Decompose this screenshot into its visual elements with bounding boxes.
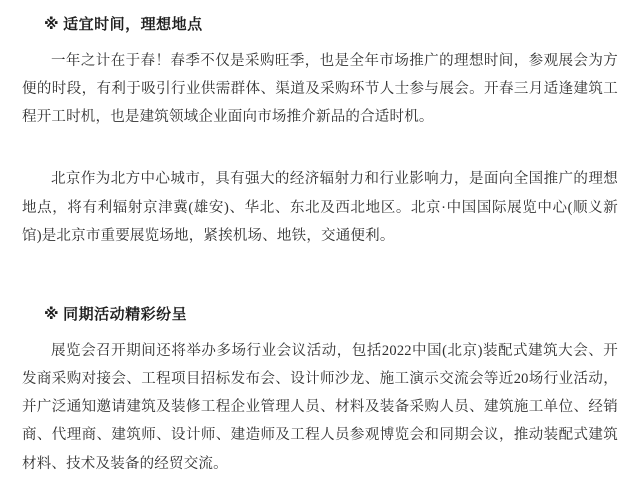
- section-heading-text: 同期活动精彩纷呈: [63, 306, 188, 324]
- section-spacer: [22, 254, 618, 298]
- section-concurrent-activities: [22, 304, 618, 478]
- paragraph: 一年之计在于春！春季不仅是采购旺季，也是全年市场推广的理想时间，参观展会为方便的时段，有利于吸引行业供需群体、渠道及采购环节人士参与展会。开春三月适逢建筑工程开工时机，也是建筑领域企业面向市场推介新品的合适时机。: [22, 52, 618, 126]
- section-heading: [44, 14, 618, 37]
- paragraph-spacer: [22, 135, 618, 165]
- section-marker-icon: ※: [44, 306, 60, 324]
- section-marker-icon: ※: [44, 16, 60, 33]
- section-heading-text: 适宜时间，理想地点: [63, 16, 203, 33]
- paragraph: 展览会召开期间还将举办多场行业会议活动，包括2022中国(北京)装配式建筑大会、开发商采购对接会、工程项目招标发布会、设计师沙龙、施工演示交流会等近20场行业活动，并广泛通知邀请建筑及装修工程企业管理人员、材料及装备采购人员、建筑施工单位、经销商、代理商、建筑师、设计师、建造师及工程人员参观博览会和同期会议，推动装配式建筑材料、技术及装备的经贸交流。: [22, 342, 618, 472]
- paragraph: 北京作为北方中心城市，具有强大的经济辐射力和行业影响力，是面向全国推广的理想地点，将有利辐射京津冀(雄安)、华北、东北及西北地区。北京·中国国际展览中心(顺义新馆)是北京市重要展览场地，紧挨机场、地铁，交通便利。: [22, 171, 618, 244]
- section-heading: [44, 304, 618, 327]
- section-suitable-time-location: [22, 14, 618, 250]
